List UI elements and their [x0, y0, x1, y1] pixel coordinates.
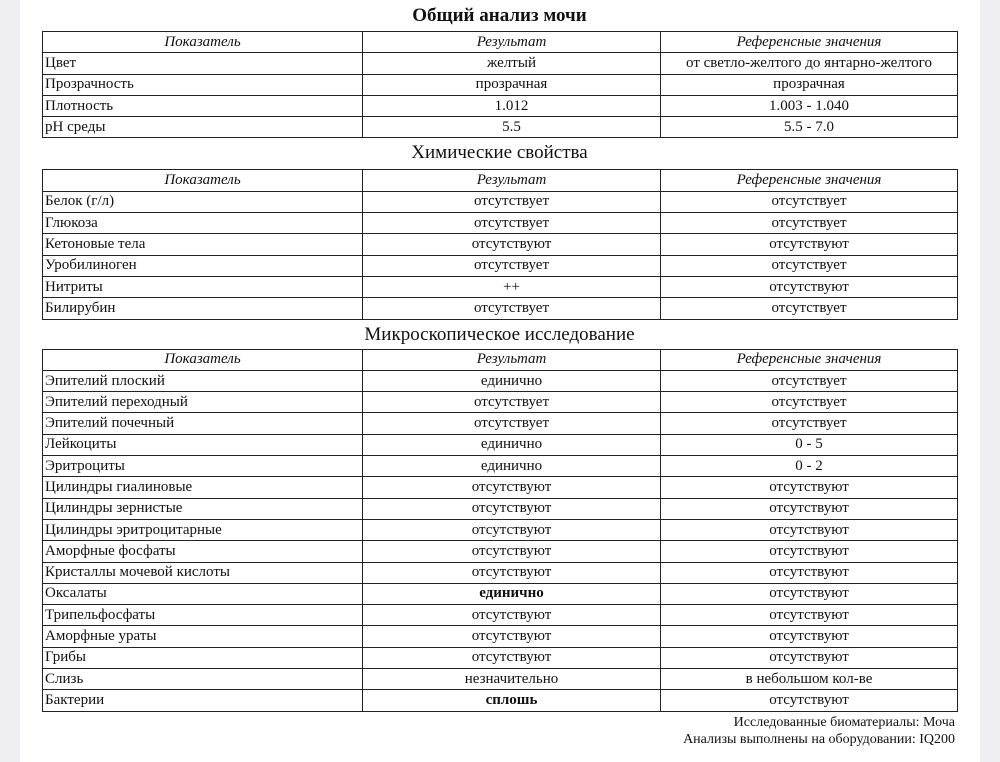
reference-value: отсутствуют [661, 562, 958, 583]
footer-equipment: Анализы выполнены на оборудовании: IQ200 [683, 732, 955, 748]
table-row [43, 234, 958, 255]
result-value: отсутствуют [363, 477, 661, 498]
reference-value: 5.5 - 7.0 [661, 117, 958, 138]
table-row [43, 213, 958, 234]
indicator-name: Эпителий плоский [43, 370, 363, 391]
column-header-result: Результат [363, 32, 661, 53]
result-value: сплошь [363, 690, 661, 711]
result-value: единично [363, 370, 661, 391]
indicator-name: Аморфные ураты [43, 626, 363, 647]
table-body-general [43, 53, 958, 138]
indicator-name: Слизь [43, 669, 363, 690]
reference-value: отсутствуют [661, 477, 958, 498]
result-value: отсутствуют [363, 234, 661, 255]
result-value: ++ [363, 276, 661, 297]
table-microscopic [42, 349, 958, 712]
table-row [43, 255, 958, 276]
table-row [43, 647, 958, 668]
indicator-name: Бактерии [43, 690, 363, 711]
table-row [43, 298, 958, 319]
column-header-indicator: Показатель [43, 32, 363, 53]
table-row [43, 669, 958, 690]
column-header-indicator: Показатель [43, 170, 363, 191]
footer-biomaterial: Исследованные биоматериалы: Моча [733, 714, 955, 730]
table-row [43, 541, 958, 562]
table-row [43, 456, 958, 477]
reference-value: отсутствуют [661, 541, 958, 562]
result-value: отсутствуют [363, 498, 661, 519]
table-header-row [43, 32, 958, 53]
table-header-row [43, 349, 958, 370]
reference-value: отсутствуют [661, 519, 958, 540]
result-value: отсутствует [363, 213, 661, 234]
table-row [43, 74, 958, 95]
indicator-name: pH среды [43, 117, 363, 138]
indicator-name: Трипельфосфаты [43, 605, 363, 626]
reference-value: в небольшом кол-ве [661, 669, 958, 690]
result-value: отсутствуют [363, 626, 661, 647]
indicator-name: Аморфные фосфаты [43, 541, 363, 562]
table-row [43, 498, 958, 519]
report-content [42, 4, 957, 749]
result-value: отсутствует [363, 298, 661, 319]
indicator-name: Лейкоциты [43, 434, 363, 455]
table-row [43, 191, 958, 212]
column-header-reference: Референсные значения [661, 170, 958, 191]
reference-value: 1.003 - 1.040 [661, 95, 958, 116]
indicator-name: Грибы [43, 647, 363, 668]
reference-value: отсутствует [661, 370, 958, 391]
table-row [43, 605, 958, 626]
table-row [43, 562, 958, 583]
reference-value: прозрачная [661, 74, 958, 95]
column-header-result: Результат [363, 170, 661, 191]
indicator-name: Белок (г/л) [43, 191, 363, 212]
table-row [43, 434, 958, 455]
reference-value: отсутствует [661, 255, 958, 276]
indicator-name: Кристаллы мочевой кислоты [43, 562, 363, 583]
table-row [43, 626, 958, 647]
result-value: отсутствует [363, 413, 661, 434]
table-row [43, 95, 958, 116]
reference-value: отсутствует [661, 191, 958, 212]
table-row [43, 392, 958, 413]
column-header-indicator: Показатель [43, 349, 363, 370]
indicator-name: Плотность [43, 95, 363, 116]
result-value: незначительно [363, 669, 661, 690]
result-value: единично [363, 456, 661, 477]
indicator-name: Эпителий почечный [43, 413, 363, 434]
result-value: отсутствует [363, 392, 661, 413]
table-row [43, 370, 958, 391]
reference-value: отсутствуют [661, 605, 958, 626]
indicator-name: Оксалаты [43, 583, 363, 604]
table-row [43, 583, 958, 604]
result-value: отсутствует [363, 255, 661, 276]
result-value: отсутствуют [363, 519, 661, 540]
report-footer [42, 714, 957, 749]
indicator-name: Цилиндры зернистые [43, 498, 363, 519]
reference-value: отсутствует [661, 213, 958, 234]
indicator-name: Цилиндры гиалиновые [43, 477, 363, 498]
reference-value: отсутствуют [661, 583, 958, 604]
result-value: единично [363, 434, 661, 455]
column-header-result: Результат [363, 349, 661, 370]
indicator-name: Нитриты [43, 276, 363, 297]
table-header-row [43, 170, 958, 191]
table-body-chemical [43, 191, 958, 319]
section-title-microscopic: Микроскопическое исследование [364, 323, 635, 345]
indicator-name: Кетоновые тела [43, 234, 363, 255]
reference-value: отсутствуют [661, 498, 958, 519]
table-row [43, 477, 958, 498]
indicator-name: Глюкоза [43, 213, 363, 234]
result-value: отсутствуют [363, 541, 661, 562]
result-value: отсутствуют [363, 647, 661, 668]
table-row [43, 519, 958, 540]
reference-value: отсутствует [661, 413, 958, 434]
reference-value: отсутствуют [661, 647, 958, 668]
section-title-general: Общий анализ мочи [412, 5, 587, 26]
column-header-reference: Референсные значения [661, 349, 958, 370]
table-row [43, 53, 958, 74]
indicator-name: Цилиндры эритроцитарные [43, 519, 363, 540]
result-value: единично [363, 583, 661, 604]
table-row [43, 690, 958, 711]
reference-value: отсутствуют [661, 234, 958, 255]
reference-value: отсутствуют [661, 626, 958, 647]
document-page [20, 0, 980, 762]
column-header-reference: Референсные значения [661, 32, 958, 53]
reference-value: отсутствует [661, 298, 958, 319]
reference-value: отсутствует [661, 392, 958, 413]
indicator-name: Уробилиноген [43, 255, 363, 276]
result-value: отсутствует [363, 191, 661, 212]
result-value: 5.5 [363, 117, 661, 138]
reference-value: 0 - 5 [661, 434, 958, 455]
result-value: прозрачная [363, 74, 661, 95]
indicator-name: Эпителий переходный [43, 392, 363, 413]
section-title-chemical: Химические свойства [411, 142, 588, 164]
result-value: отсутствуют [363, 605, 661, 626]
indicator-name: Билирубин [43, 298, 363, 319]
reference-value: 0 - 2 [661, 456, 958, 477]
result-value: отсутствуют [363, 562, 661, 583]
reference-value: от светло-желтого до янтарно-желтого [661, 53, 958, 74]
indicator-name: Цвет [43, 53, 363, 74]
table-general [42, 31, 958, 138]
table-row [43, 413, 958, 434]
table-body-microscopic [43, 370, 958, 711]
indicator-name: Прозрачность [43, 74, 363, 95]
reference-value: отсутствуют [661, 690, 958, 711]
table-chemical [42, 169, 958, 319]
indicator-name: Эритроциты [43, 456, 363, 477]
result-value: 1.012 [363, 95, 661, 116]
reference-value: отсутствуют [661, 276, 958, 297]
table-row [43, 276, 958, 297]
table-row [43, 117, 958, 138]
result-value: желтый [363, 53, 661, 74]
